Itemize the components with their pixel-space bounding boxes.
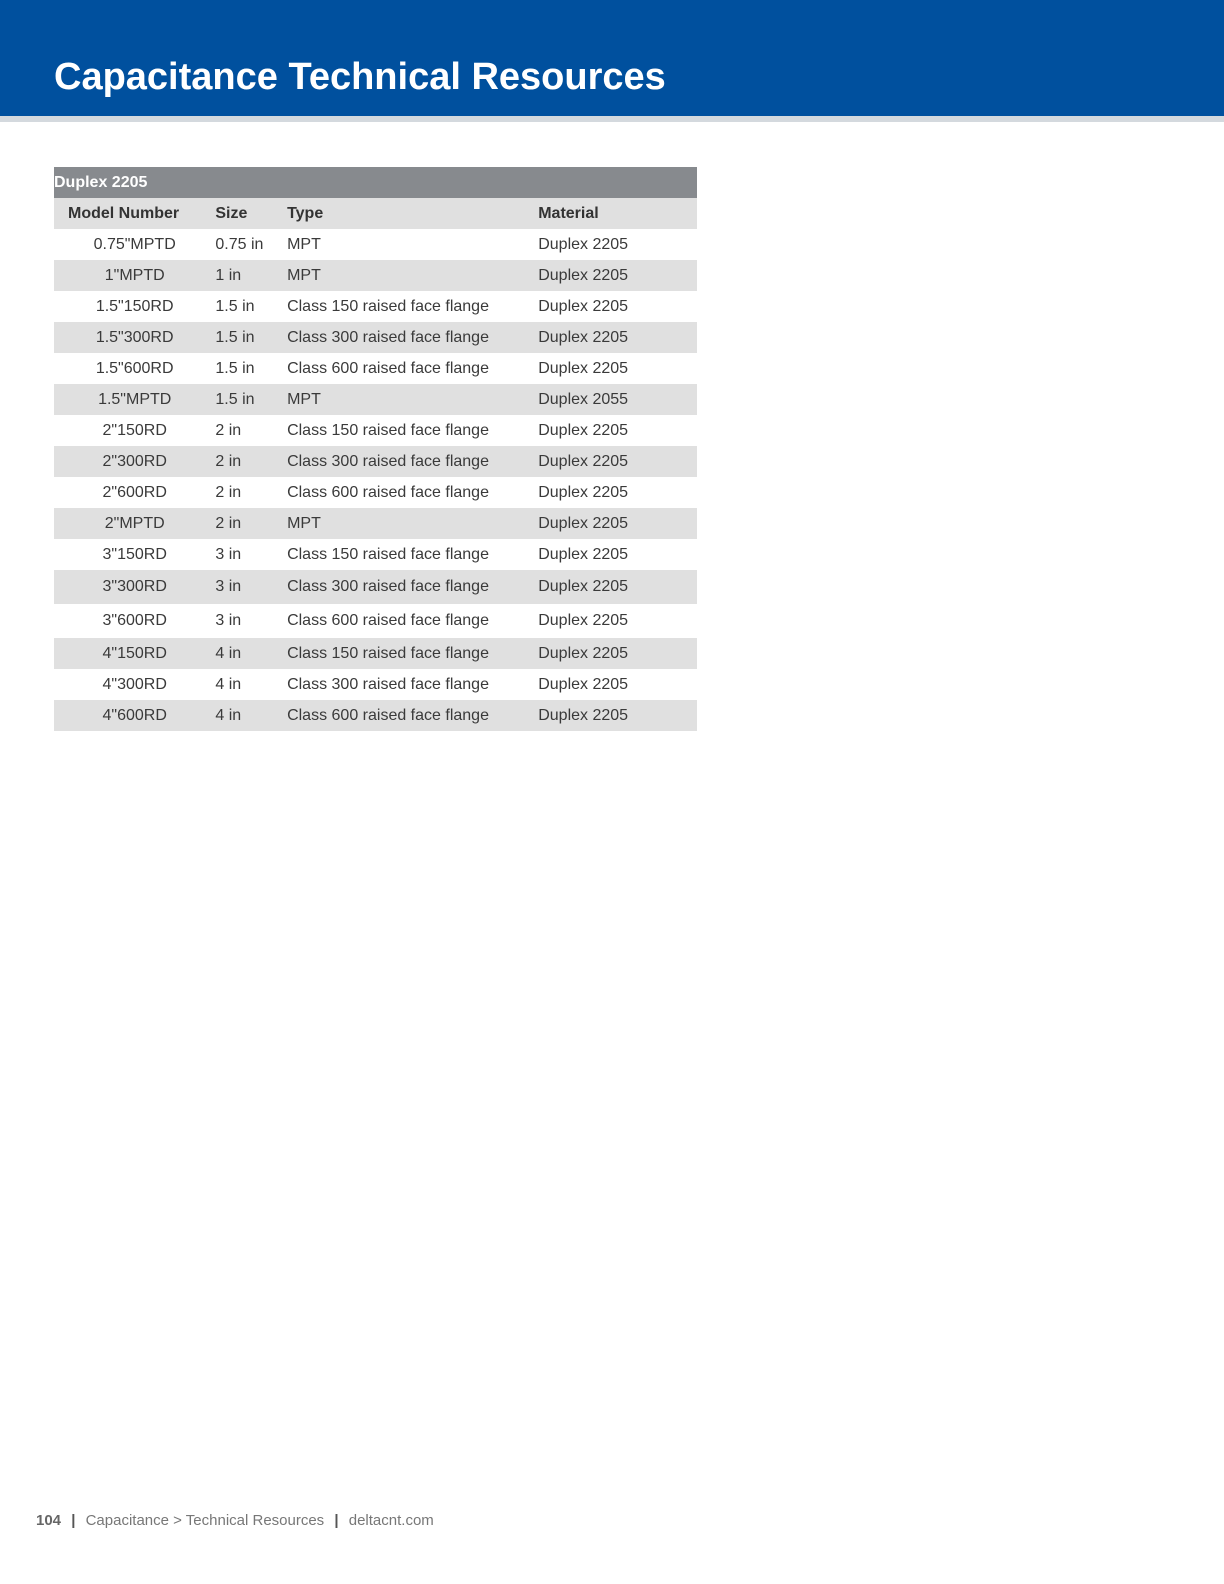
footer-breadcrumb: Capacitance > Technical Resources (85, 1512, 325, 1529)
cell-size: 2 in (215, 415, 287, 446)
cell-material: Duplex 2205 (538, 508, 697, 539)
table-row (54, 446, 697, 477)
table-row (54, 291, 697, 322)
table-row (54, 229, 697, 260)
cell-model-number: 2"MPTD (54, 508, 215, 539)
cell-model-number: 3"600RD (54, 604, 215, 638)
cell-material: Duplex 2205 (538, 700, 697, 731)
cell-size: 3 in (215, 570, 287, 604)
table-row (54, 508, 697, 539)
table-caption: Duplex 2205 (54, 167, 697, 198)
cell-model-number: 1.5"600RD (54, 353, 215, 384)
cell-model-number: 1.5"300RD (54, 322, 215, 353)
table-row (54, 604, 697, 638)
cell-type: Class 600 raised face flange (287, 700, 538, 731)
footer-separator: | (71, 1512, 76, 1529)
cell-size: 4 in (215, 700, 287, 731)
duplex-spec-table (54, 167, 697, 731)
table-row (54, 638, 697, 669)
cell-type: Class 300 raised face flange (287, 570, 538, 604)
cell-type: Class 300 raised face flange (287, 446, 538, 477)
table-row (54, 477, 697, 508)
cell-size: 1 in (215, 260, 287, 291)
header-divider (0, 116, 1224, 122)
cell-model-number: 1.5"150RD (54, 291, 215, 322)
cell-type: Class 600 raised face flange (287, 477, 538, 508)
table-row (54, 570, 697, 604)
cell-size: 2 in (215, 508, 287, 539)
table-row (54, 322, 697, 353)
cell-model-number: 2"600RD (54, 477, 215, 508)
column-header-material: Material (538, 198, 697, 229)
cell-size: 3 in (215, 604, 287, 638)
cell-type: Class 600 raised face flange (287, 604, 538, 638)
cell-material: Duplex 2205 (538, 229, 697, 260)
cell-type: Class 300 raised face flange (287, 322, 538, 353)
table-row (54, 669, 697, 700)
cell-size: 1.5 in (215, 322, 287, 353)
footer-separator: | (334, 1512, 339, 1529)
table-body (54, 229, 697, 731)
cell-model-number: 4"150RD (54, 638, 215, 669)
cell-model-number: 4"600RD (54, 700, 215, 731)
page-footer (36, 1511, 434, 1531)
cell-type: MPT (287, 260, 538, 291)
footer-website: deltacnt.com (348, 1512, 434, 1529)
cell-material: Duplex 2205 (538, 539, 697, 570)
cell-model-number: 2"150RD (54, 415, 215, 446)
cell-type: MPT (287, 384, 538, 415)
cell-size: 1.5 in (215, 384, 287, 415)
column-header-model: Model Number (54, 198, 215, 229)
table-row (54, 539, 697, 570)
page-number: 104 (36, 1512, 62, 1529)
cell-type: Class 300 raised face flange (287, 669, 538, 700)
cell-material: Duplex 2205 (538, 604, 697, 638)
cell-size: 2 in (215, 446, 287, 477)
table-caption-row (54, 167, 697, 198)
column-header-type: Type (287, 198, 538, 229)
cell-model-number: 3"150RD (54, 539, 215, 570)
cell-material: Duplex 2205 (538, 291, 697, 322)
cell-size: 1.5 in (215, 291, 287, 322)
cell-model-number: 3"300RD (54, 570, 215, 604)
cell-material: Duplex 2205 (538, 669, 697, 700)
table-header-row (54, 198, 697, 229)
cell-material: Duplex 2205 (538, 446, 697, 477)
cell-model-number: 0.75"MPTD (54, 229, 215, 260)
cell-type: Class 150 raised face flange (287, 638, 538, 669)
cell-material: Duplex 2205 (538, 638, 697, 669)
cell-size: 1.5 in (215, 353, 287, 384)
cell-size: 4 in (215, 669, 287, 700)
table-row (54, 384, 697, 415)
cell-size: 3 in (215, 539, 287, 570)
cell-material: Duplex 2205 (538, 415, 697, 446)
cell-type: Class 150 raised face flange (287, 291, 538, 322)
cell-model-number: 1"MPTD (54, 260, 215, 291)
cell-model-number: 1.5"MPTD (54, 384, 215, 415)
cell-material: Duplex 2055 (538, 384, 697, 415)
cell-type: Class 150 raised face flange (287, 415, 538, 446)
cell-material: Duplex 2205 (538, 260, 697, 291)
table-row (54, 260, 697, 291)
cell-material: Duplex 2205 (538, 570, 697, 604)
table-row (54, 353, 697, 384)
column-header-size: Size (215, 198, 287, 229)
cell-type: Class 600 raised face flange (287, 353, 538, 384)
cell-model-number: 2"300RD (54, 446, 215, 477)
cell-size: 4 in (215, 638, 287, 669)
cell-type: Class 150 raised face flange (287, 539, 538, 570)
cell-material: Duplex 2205 (538, 353, 697, 384)
cell-model-number: 4"300RD (54, 669, 215, 700)
cell-size: 0.75 in (215, 229, 287, 260)
cell-material: Duplex 2205 (538, 322, 697, 353)
cell-material: Duplex 2205 (538, 477, 697, 508)
cell-type: MPT (287, 508, 538, 539)
cell-type: MPT (287, 229, 538, 260)
table-row (54, 415, 697, 446)
page-header-band (0, 0, 1224, 116)
page-title: Capacitance Technical Resources (54, 56, 666, 98)
cell-size: 2 in (215, 477, 287, 508)
table-row (54, 700, 697, 731)
